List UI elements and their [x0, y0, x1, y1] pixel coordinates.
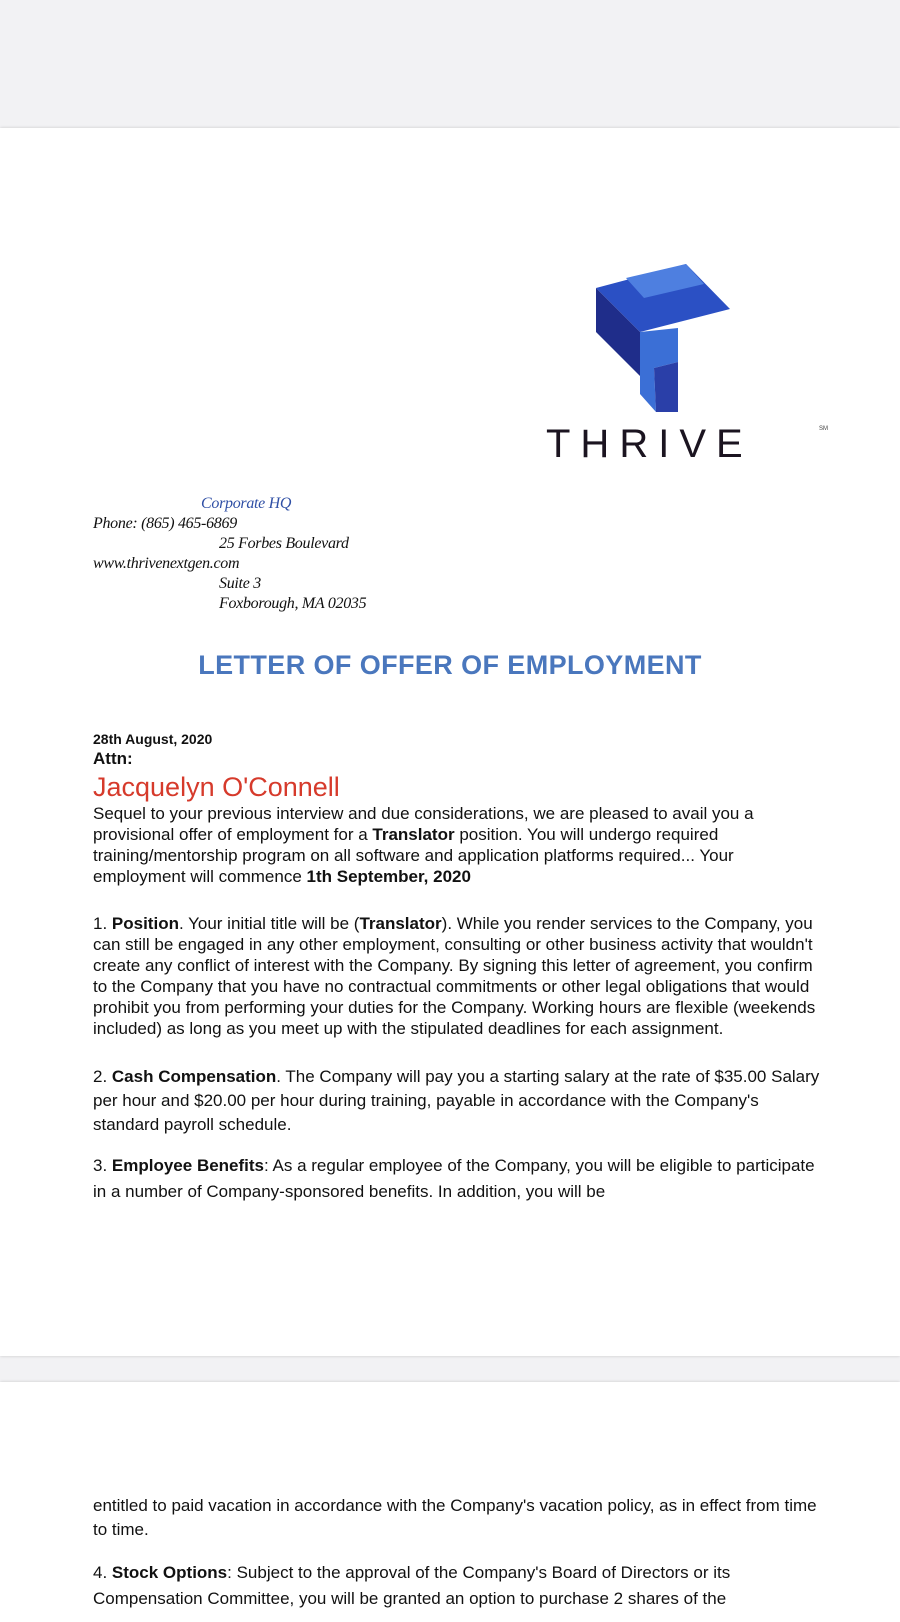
intro-text-2: position. You will undergo required training/mentorship program on all software and application platforms required... Your employment will commence — [93, 825, 734, 886]
suite-number: Suite 3 — [219, 575, 261, 592]
website-link[interactable]: www.thrivenextgen.com — [93, 555, 240, 572]
section-heading: Employee Benefits — [111, 1156, 265, 1175]
section-position — [93, 913, 828, 1039]
intro-paragraph — [93, 803, 828, 887]
service-mark: SM — [819, 426, 828, 432]
company-logo — [546, 264, 828, 467]
section-number: 2. — [93, 1067, 112, 1086]
intro-position: Translator — [372, 825, 455, 844]
section-cash-compensation — [93, 1065, 828, 1137]
letter-body — [93, 730, 828, 1205]
section-stock-options — [93, 1560, 828, 1612]
section-number: 4. — [93, 1563, 112, 1582]
thrive-logo-icon — [596, 264, 736, 412]
section-heading: Position — [111, 914, 179, 933]
city-state-zip: Foxborough, MA 02035 — [219, 595, 367, 612]
logo-wordmark-text: THRIVE — [546, 422, 753, 466]
section-text: . The Company will pay you a starting salary at the rate of $35.00 Salary per hour and $20.00 per hour during training, payable in accordance with the Company's standard payroll schedule. — [93, 1067, 820, 1134]
section-employee-benefits — [93, 1153, 828, 1205]
document-page-1 — [0, 128, 900, 1356]
position-title: Translator — [359, 914, 442, 933]
section-number: 1. — [93, 914, 112, 933]
section-text: . Your initial title will be ( — [178, 914, 360, 933]
section-heading: Stock Options — [111, 1563, 228, 1582]
letter-date: 28th August, 2020 — [93, 731, 213, 747]
attn-label: Attn: — [93, 749, 133, 768]
letter-title: LETTER OF OFFER OF EMPLOYMENT — [198, 650, 702, 680]
phone-number: Phone: (865) 465-6869 — [93, 515, 237, 532]
section-number: 3. — [93, 1156, 112, 1175]
letterhead-address — [93, 494, 366, 614]
start-date: 1th September, 2020 — [306, 867, 471, 886]
letter-body-continued — [93, 1494, 828, 1612]
section-text: : Subject to the approval of the Company's Board of Directors or its Compensation Committee, you will be granted an option to purchase 2 shares of the — [93, 1563, 731, 1608]
section-heading: Cash Compensation — [111, 1067, 277, 1086]
logo-wordmark — [546, 422, 828, 467]
recipient-name: Jacquelyn O'Connell — [93, 772, 340, 802]
document-page-2 — [0, 1382, 900, 1622]
section-text: ). While you render services to the Company, you can still be engaged in any other employment, consulting or other business activity that wouldn't create any conflict of interest with the Company. By signing this letter of agreement, you confirm to the Company that you have no contractual commitments or other legal obligations that would prohibit you from performing your duties for the Company. Working hours are flexible (weekends included) as long as you meet up with the stipulated deadlines for each assignment. — [93, 914, 816, 1038]
street-address: 25 Forbes Boulevard — [219, 535, 349, 552]
intro-text-1: Sequel to your previous interview and due considerations, we are pleased to avail you a provisional offer of employment for a — [93, 804, 754, 844]
employee-benefits-continued: entitled to paid vacation in accordance with the Company's vacation policy, as in effect from time to time. — [93, 1496, 817, 1539]
corporate-hq-label: Corporate HQ — [201, 495, 292, 512]
section-text: : As a regular employee of the Company, you will be eligible to participate in a number of Company-sponsored benefits. In addition, you will be — [93, 1156, 815, 1201]
